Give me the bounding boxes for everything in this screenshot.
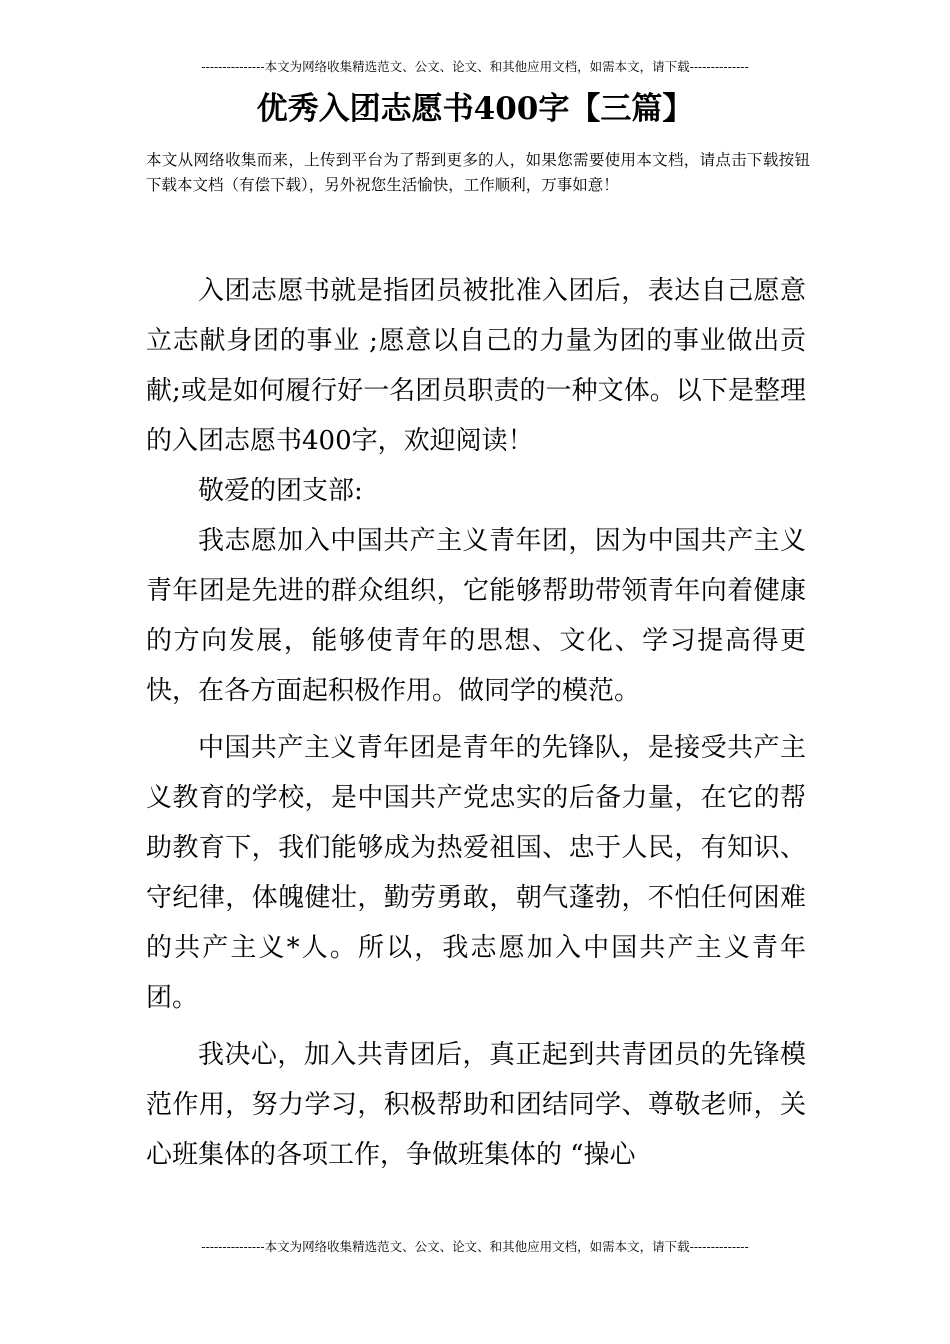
document-title: 优秀入团志愿书400字【三篇】 [256, 91, 694, 127]
document-body [146, 266, 806, 1180]
paragraph-league-role: 中国共产主义青年团是青年的先锋队，是接受共产主义教育的学校，是中国共产党忠实的后备力量，在它的帮助教育下，我们能够成为热爱祖国、忠于人民，有知识、守纪律，体魄健壮，勤劳勇敢，朝气蓬勃，不怕任何困难的共产主义*人。所以，我志愿加入中国共产主义青年团。 [146, 733, 806, 1013]
header-banner: ---------------本文为网络收集精选范文、公文、论文、和其他应用文档，如需本文，请下载-------------- [201, 59, 749, 74]
footer-banner: ---------------本文为网络收集精选范文、公文、论文、和其他应用文档，如需本文，请下载-------------- [201, 1239, 749, 1254]
paragraph-resolution: 我决心，加入共青团后，真正起到共青团员的先锋模范作用，努力学习，积极帮助和团结同学、尊敬老师，关心班集体的各项工作，争做班集体的 “操心 [146, 1040, 806, 1170]
paragraph-intro: 入团志愿书就是指团员被批准入团后，表达自己愿意立志献身团的事业 ;愿意以自己的力量为团的事业做出贡献;或是如何履行好一名团员职责的一种文体。以下是整理的入团志愿书400字，欢迎阅读！ [146, 276, 806, 456]
download-notice: 本文从网络收集而来，上传到平台为了帮到更多的人，如果您需要使用本文档，请点击下载按钮下载本文档（有偿下载），另外祝您生活愉快，工作顺利，万事如意！ [146, 151, 810, 194]
paragraph-salutation: 敬爱的团支部: [198, 476, 363, 506]
paragraph-reason: 我志愿加入中国共产主义青年团，因为中国共产主义青年团是先进的群众组织，它能够帮助带领青年向着健康的方向发展，能够使青年的思想、文化、学习提高得更快，在各方面起积极作用。做同学的模范。 [146, 526, 806, 706]
